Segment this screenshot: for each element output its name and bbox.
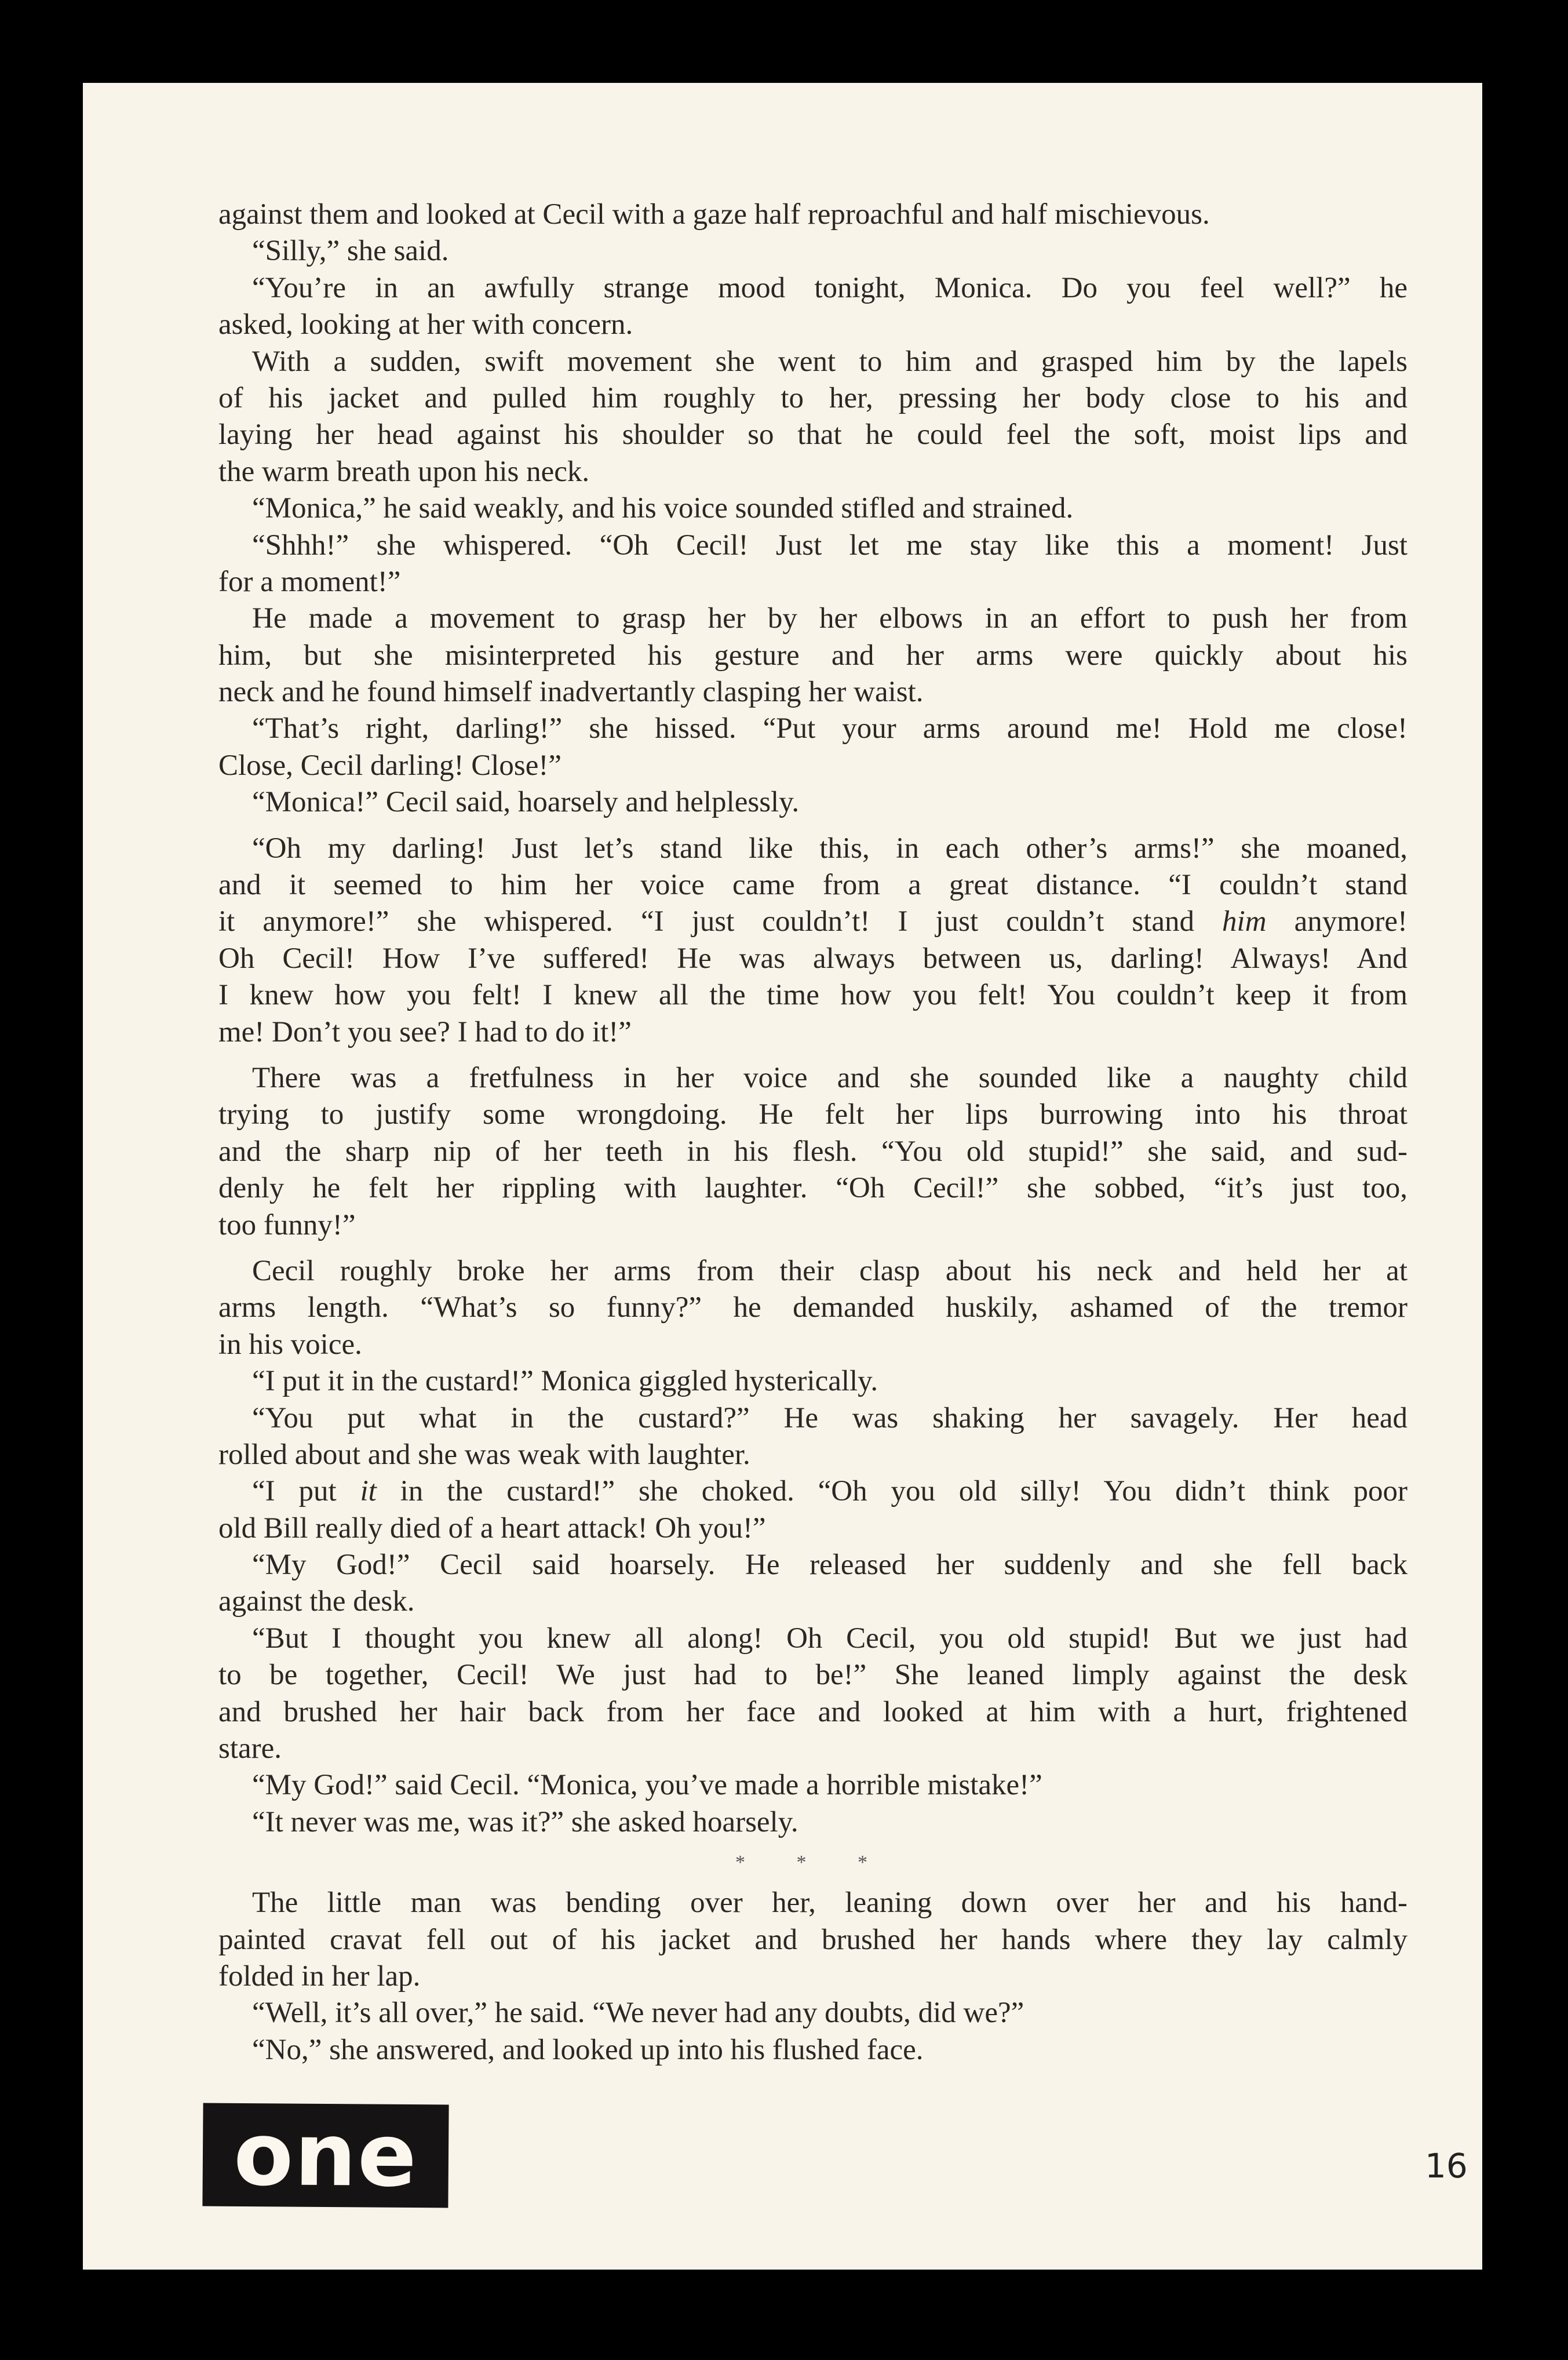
paragraph [218,1060,1407,1244]
text-line: “Monica!” Cecil said, hoarsely and helplessly. [252,786,800,819]
paragraph [218,1620,1407,1768]
text-segment: in the custard!” she choked. “Oh you old silly! You didn’t think poor [376,1475,1407,1508]
text-line: stare. [218,1732,282,1765]
text-line: old Bill really died of a heart attack! Oh you!” [218,1512,766,1545]
paragraph [218,1473,1407,1547]
text-line: trying to justify some wrongdoing. He felt her lips burrowing into his throat [218,1098,1407,1131]
text-line: The little man was bending over her, leaning down over her and his hand- [252,1886,1407,1920]
text-line: “That’s right, darling!” she hissed. “Put your arms around me! Hold me close! [252,712,1407,745]
text-line: Oh Cecil! How I’ve suffered! He was always between us, darling! Always! And [218,942,1407,975]
text-line: There was a fretfulness in her voice and she sounded like a naughty child [252,1061,1407,1094]
text-line: and the sharp nip of her teeth in his flesh. “You old stupid!” she said, and sud- [218,1135,1407,1168]
text-line: of his jacket and pulled him roughly to her, pressing her body close to his and [218,381,1407,414]
text-segment: anymore! [1266,905,1407,938]
paragraph [218,1885,1407,1995]
text-line: “You’re in an awfully strange mood tonight, Monica. Do you feel well?” he [252,271,1407,304]
paragraph [218,831,1407,1051]
one-magazine-logo [202,2103,448,2208]
page-number: 16 [1425,2146,1468,2186]
text-line: rolled about and she was weak with laughter. [218,1438,750,1471]
text-line: for a moment!” [218,565,401,598]
paragraph [218,233,1407,269]
text-line: neck and he found himself inadvertantly clasping her waist. [218,676,924,709]
text-line: “Silly,” she said. [252,235,449,268]
logo-text: one [233,2104,418,2207]
paragraph [218,1253,1407,1363]
paragraph [218,527,1407,601]
paragraph [218,1400,1407,1474]
story-text [218,196,1407,2068]
text-line: “But I thought you knew all along! Oh Cecil, you old stupid! But we just had [252,1622,1407,1655]
paragraph [218,1804,1407,1841]
text-line: Close, Cecil darling! Close!” [218,749,562,782]
paragraph [218,2032,1407,2068]
section-separator: * * * [735,1852,891,1874]
paragraph [218,784,1407,821]
text-line: “It never was me, was it?” she asked hoarsely. [252,1805,798,1838]
text-line: to be together, Cecil! We just had to be!” She leaned limply against the desk [218,1659,1407,1692]
paragraph [218,1995,1407,2031]
text-line: too funny!” [218,1208,356,1241]
italic-word: him [1222,905,1267,938]
paragraph [218,1547,1407,1620]
text-line: “Oh my darling! Just let’s stand like this, in each other’s arms!” she moaned, [252,832,1407,865]
text-line: against the desk. [218,1585,415,1618]
text-line: With a sudden, swift movement she went to him and grasped him by the lapels [252,345,1407,378]
text-line: painted cravat fell out of his jacket and brushed her hands where they lay calmly [218,1923,1407,1956]
text-line: Cecil roughly broke her arms from their clasp about his neck and held her at [252,1254,1407,1287]
paragraph [218,196,1407,233]
text-line: He made a movement to grasp her by her elbows in an effort to push her from [252,602,1407,635]
text-line: “Well, it’s all over,” he said. “We never had any doubts, did we?” [252,1997,1024,2030]
text-line: laying her head against his shoulder so that he could feel the soft, moist lips and [218,418,1407,451]
text-line: arms length. “What’s so funny?” he demanded huskily, ashamed of the tremor [218,1291,1407,1324]
text-line: asked, looking at her with concern. [218,308,633,341]
paragraph [218,711,1407,784]
text-line: folded in her lap. [218,1960,421,1993]
text-line: “My God!” said Cecil. “Monica, you’ve made a horrible mistake!” [252,1769,1042,1802]
text-line [218,904,1407,940]
text-line: “No,” she answered, and looked up into his flushed face. [252,2033,924,2066]
text-line: me! Don’t you see? I had to do it!” [218,1015,632,1048]
magazine-page [83,83,1482,2270]
text-line: in his voice. [218,1328,362,1361]
paragraph [218,490,1407,527]
text-line: and it seemed to him her voice came from a great distance. “I couldn’t stand [218,869,1407,902]
text-line: him, but she misinterpreted his gesture and her arms were quickly about his [218,639,1407,672]
paragraph [218,600,1407,711]
text-line: “I put it in the custard!” Monica giggled hysterically. [252,1365,878,1398]
text-line: “You put what in the custard?” He was shaking her savagely. Her head [252,1401,1407,1434]
text-line: against them and looked at Cecil with a gaze half reproachful and half mischievous. [218,198,1210,231]
text-line: I knew how you felt! I knew all the time how you felt! You couldn’t keep it from [218,979,1407,1012]
italic-word: it [360,1475,377,1508]
paragraph [218,1363,1407,1400]
text-segment: it anymore!” she whispered. “I just couldn’t! I just couldn’t stand [218,905,1223,938]
text-line: “Shhh!” she whispered. “Oh Cecil! Just let me stay like this a moment! Just [252,529,1407,562]
text-line: and brushed her hair back from her face and looked at him with a hurt, frightened [218,1695,1407,1728]
paragraph [218,344,1407,491]
paragraph [218,270,1407,344]
text-segment: “I put [252,1475,360,1508]
text-line: “My God!” Cecil said hoarsely. He released her suddenly and she fell back [252,1549,1407,1582]
text-line: the warm breath upon his neck. [218,455,590,488]
paragraph [218,1767,1407,1804]
text-line: denly he felt her rippling with laughter. “Oh Cecil!” she sobbed, “it’s just too, [218,1172,1407,1205]
text-line: “Monica,” he said weakly, and his voice sounded stifled and strained. [252,492,1074,525]
text-line [218,1473,1407,1510]
